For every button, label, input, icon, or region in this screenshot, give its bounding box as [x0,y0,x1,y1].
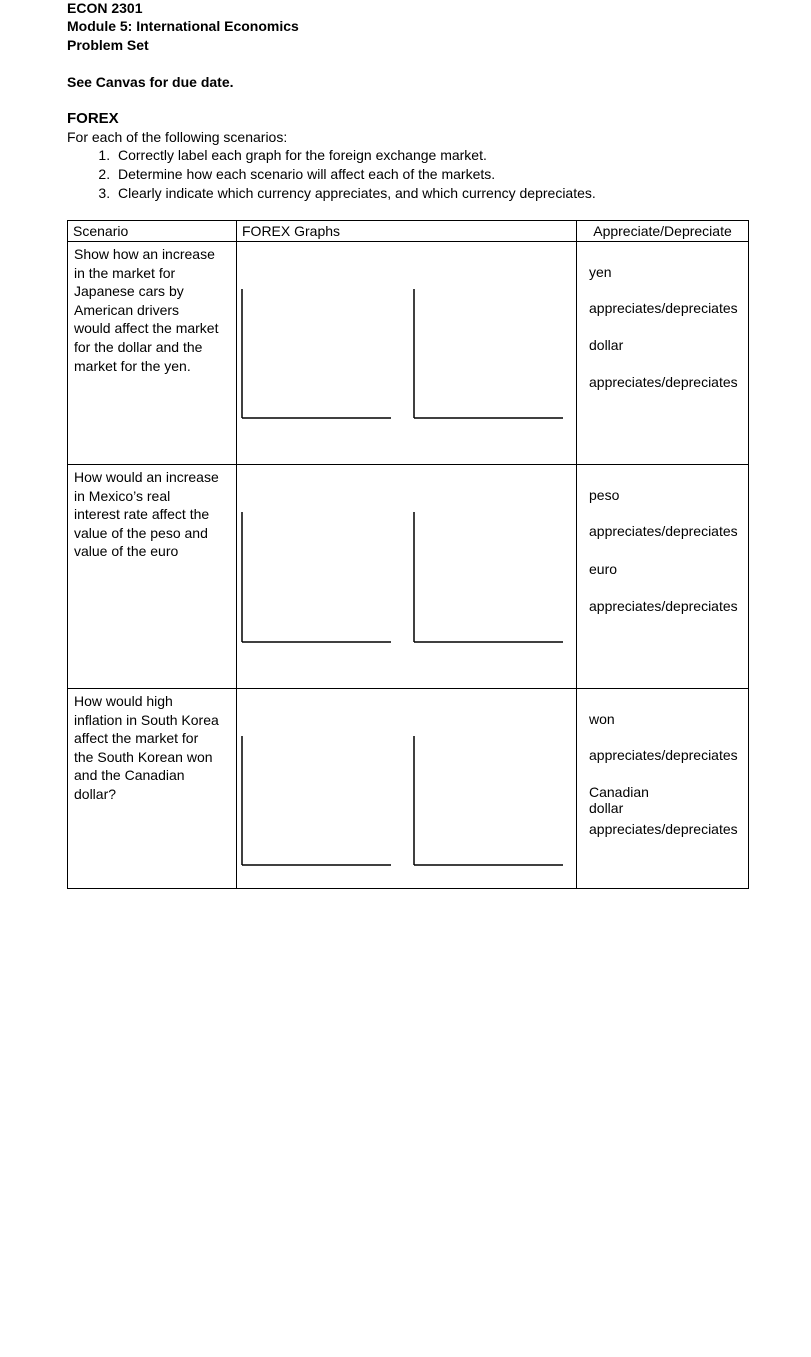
blank-axes-pair [237,242,577,465]
header-forex-graphs: FOREX Graphs [237,221,577,242]
appreciate-depreciate-choice[interactable]: appreciates/depreciates [589,523,738,539]
scenario-line: dollar? [74,785,117,802]
instruction-item: 1. Correctly label each graph for the foreign exchange market. [114,146,596,165]
graph-axes-left [242,512,391,642]
graph-axes-left [242,736,391,865]
scenario-line: American drivers [74,301,180,318]
scenario-line: How would an increase [74,469,219,485]
scenario-line: value of the peso and [74,524,208,541]
scenario-line: in the market for [74,264,176,281]
scenario-line: How would high [74,693,173,709]
scenario-line: Japanese cars by [74,283,184,300]
appreciate-depreciate-choice[interactable]: appreciates/depreciates [589,747,738,763]
scenario-line: market for the yen. [74,357,191,374]
doc-type: Problem Set [67,37,149,53]
appreciate-depreciate-choice[interactable]: appreciates/depreciates [589,300,738,316]
graph-cell[interactable] [237,465,577,689]
scenario-line: value of the euro [74,543,179,560]
scenario-line: affect the market for [74,730,199,747]
section-title: FOREX [67,110,119,127]
graph-axes-right [414,512,563,642]
scenario-line: the South Korean won [74,748,213,765]
scenario-line: for the dollar and the [74,338,203,355]
scenario-line: and the Canadian [74,767,185,784]
instruction-item: 2. Determine how each scenario will affect each of the markets. [114,165,596,184]
scenario-line: interest rate affect the [74,506,210,523]
appreciate-depreciate-cell [577,242,749,465]
graph-axes-left [242,289,391,418]
currency-label: won [589,711,615,727]
table-row [68,465,749,689]
instruction-list [90,146,596,203]
scenario-line: Show how an increase [74,246,215,262]
module-title: Module 5: International Economics [67,18,299,34]
graph-cell[interactable] [237,689,577,889]
appreciate-depreciate-choice[interactable]: appreciates/depreciates [589,821,738,837]
appreciate-depreciate-choice[interactable]: appreciates/depreciates [589,374,738,390]
blank-axes-pair [237,689,577,889]
blank-axes-pair [237,465,577,689]
graph-axes-right [414,289,563,418]
scenario-cell [68,689,237,889]
scenario-cell [68,465,237,689]
appreciate-depreciate-cell [577,465,749,689]
scenario-line: inflation in South Korea [74,711,219,728]
scenario-line: would affect the market [74,320,219,337]
graph-cell[interactable] [237,242,577,465]
scenario-line: in Mexico’s real [74,487,171,504]
currency-label: dollar [589,337,624,353]
appreciate-depreciate-cell [577,689,749,889]
table-header-row [68,221,749,242]
header-appreciate-depreciate: Appreciate/Depreciate [577,221,749,242]
section-intro: For each of the following scenarios: [67,129,288,145]
header-scenario: Scenario [68,221,237,242]
currency-label: Canadian dollar [589,784,649,816]
appreciate-depreciate-choice[interactable]: appreciates/depreciates [589,598,738,614]
graph-axes-right [414,736,563,865]
forex-table [67,220,749,889]
currency-label: yen [589,264,612,280]
currency-label: euro [589,561,618,577]
table-row [68,689,749,889]
scenario-cell [68,242,237,465]
due-note: See Canvas for due date. [67,74,234,90]
currency-label: peso [589,487,620,503]
course-code: ECON 2301 [67,0,143,16]
table-row [68,242,749,465]
instruction-item: 3. Clearly indicate which currency appreciates, and which currency depreciates. [114,184,596,203]
